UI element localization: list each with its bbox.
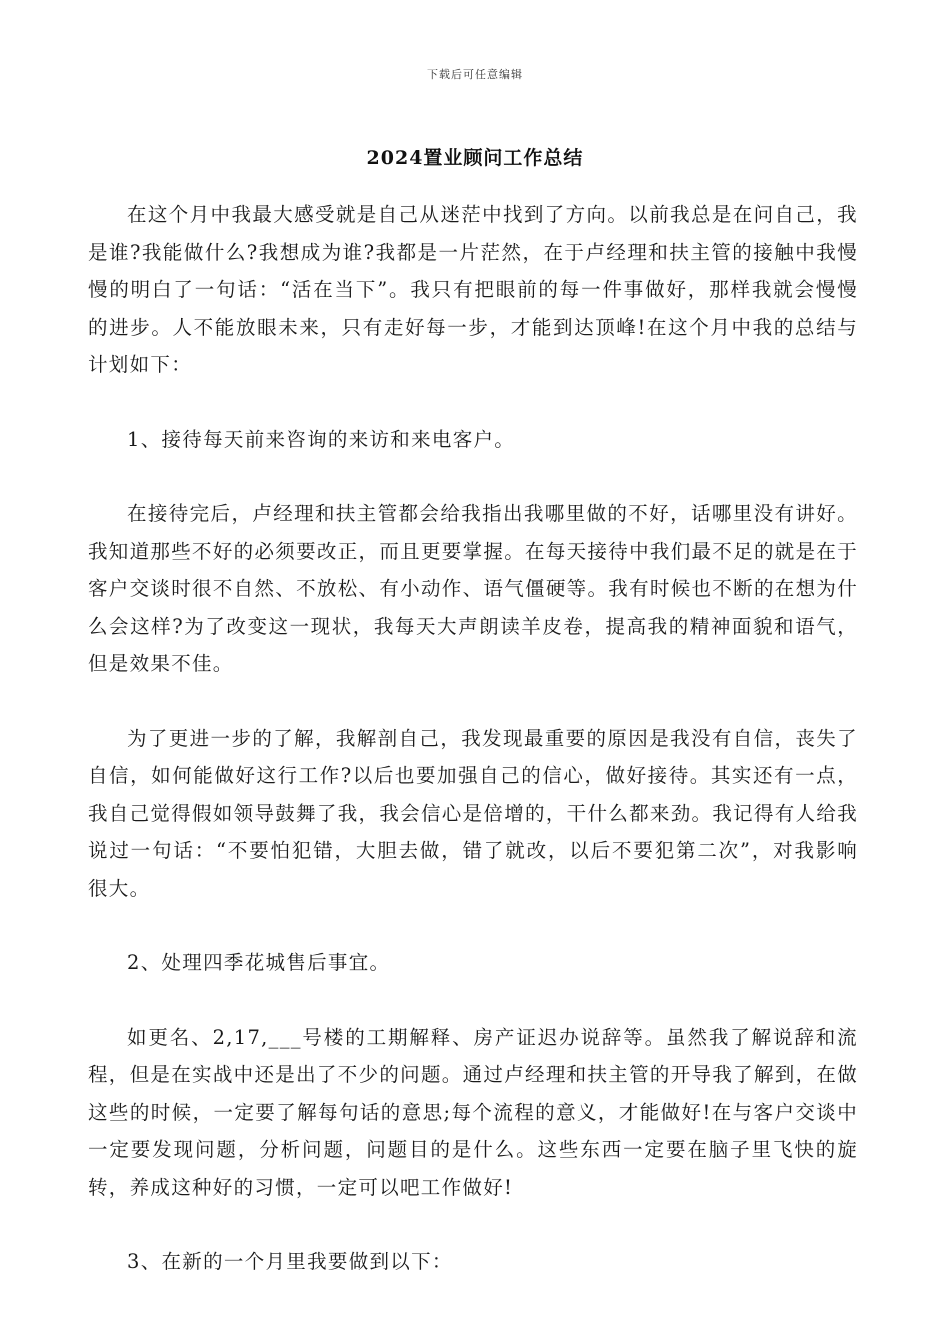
paragraph-after-sales: 如更名、2,17,___号楼的工期解释、房产证迟办说辞等。虽然我了解说辞和流程，但是在实战中还是出了不少的问题。通过卢经理和扶主管的开导我了解到，在做这些的时候，一定要了解每句话的意思;每个流程的意义，才能做好!在与客户交谈中一定要发现问题，分析问题，问题目的是什么。这些东西一定要在脑子里飞快的旋转，养成这种好的习惯，一定可以吧工作做好! [88, 1025, 858, 1199]
paragraph-item-2-heading: 2、处理四季花城售后事宜。 [127, 951, 391, 974]
paragraph-intro: 在这个月中我最大感受就是自己从迷茫中找到了方向。以前我总是在问自己，我是谁?我能做什么?我想成为谁?我都是一片茫然，在于卢经理和扶主管的接触中我慢慢的明白了一句话：“活在当下”。我只有把眼前的每一件事做好，那样我就会慢慢的进步。人不能放眼未来，只有走好每一步，才能到达顶峰!在这个月中我的总结与计划如下： [88, 203, 858, 376]
paragraph-self-analysis: 为了更进一步的了解，我解剖自己，我发现最重要的原因是我没有自信，丧失了自信，如何能做好这行工作?以后也要加强自己的信心，做好接待。其实还有一点，我自己觉得假如领导鼓舞了我，我会信心是倍增的，干什么都来劲。我记得有人给我说过一句话：“不要怕犯错，大胆去做，错了就改，以后不要犯第二次”，对我影响很大。 [88, 726, 858, 900]
document-body [88, 196, 858, 1318]
paragraph-item-1-heading: 1、接待每天前来咨询的来访和来电客户。 [127, 427, 516, 451]
header-note: 下载后可任意编辑 [427, 68, 523, 81]
paragraph-reception-feedback: 在接待完后，卢经理和扶主管都会给我指出我哪里做的不好，话哪里没有讲好。我知道那些不好的必须要改正，而且更要掌握。在每天接待中我们最不足的就是在于客户交谈时很不自然、不放松、有小动作、语气僵硬等。我有时候也不断的在想为什么会这样?为了改变这一现状，我每天大声朗读羊皮卷，提高我的精神面貌和语气，但是效果不佳。 [88, 502, 858, 675]
paragraph-item-3-heading: 3、在新的一个月里我要做到以下： [127, 1250, 453, 1273]
document-title: 2024置业顾问工作总结 [366, 147, 584, 169]
